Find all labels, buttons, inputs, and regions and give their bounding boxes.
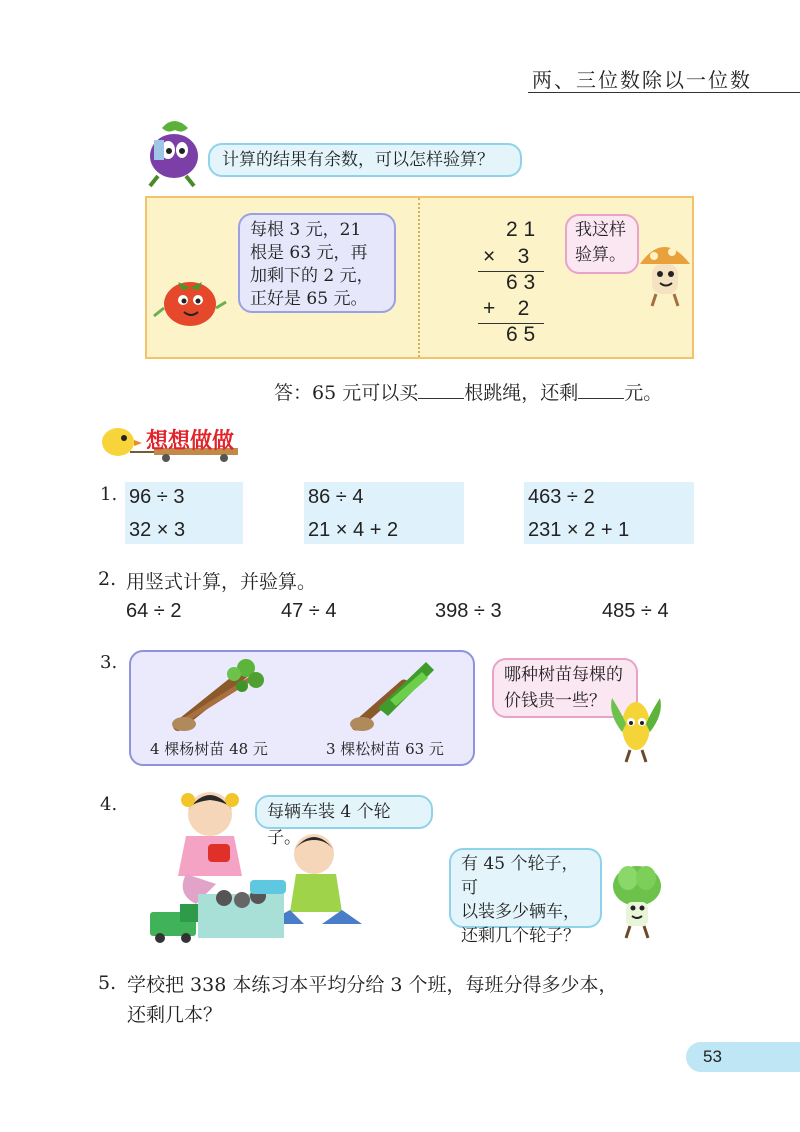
section-heading: 想想做做 (146, 429, 235, 454)
answer-middle: 根跳绳，还剩 (464, 382, 579, 404)
tree-question-line-1: 哪种树苗每棵的 (504, 665, 623, 685)
tomato-bubble-line-4: 正好是 65 元。 (250, 289, 368, 309)
q4-number: 4. (100, 794, 118, 815)
mushroom-bubble-line-1: 我这样 (575, 220, 626, 240)
vertical-digits-1: 2 1 (506, 218, 536, 241)
vertical-digits-3: 6 3 (506, 271, 536, 294)
wheels-question-line-2: 以装多少辆车， (461, 902, 580, 922)
q2-text: 用竖式计算，并验算。 (126, 571, 317, 593)
check-prompt-bubble (208, 143, 522, 177)
vertical-digits-4: 2 (506, 297, 530, 320)
wheels-question-line-1: 有 45 个轮子，可 (461, 854, 579, 898)
cabbage-character-icon (604, 862, 670, 942)
tomato-bubble (238, 213, 396, 313)
corn-character-icon (604, 692, 666, 764)
q1-box-2-line-2: 21 × 4 + 2 (308, 519, 399, 541)
mushroom-bubble-line-2: 验算。 (575, 245, 626, 265)
page-number: 53 (703, 1047, 722, 1066)
q2-item-2: 47 ÷ 4 (281, 600, 337, 622)
wheels-per-car-text: 每辆车装 4 个轮子。 (267, 802, 391, 848)
q1-box-1 (125, 482, 243, 544)
q1-box-3-line-2: 231 × 2 + 1 (528, 519, 630, 541)
mushroom-bubble (565, 214, 639, 274)
pine-caption: 3 棵松树苗 63 元 (326, 740, 444, 758)
q2-item-1: 64 ÷ 2 (126, 600, 182, 622)
q1-box-2 (304, 482, 464, 544)
tomato-bubble-line-3: 加剩下的 2 元， (250, 266, 374, 286)
q1-box-1-line-2: 32 × 3 (129, 519, 186, 541)
answer-line (274, 378, 662, 405)
q1-box-3 (524, 482, 694, 544)
q5-line-2: 还剩几本？ (127, 1004, 223, 1026)
wheels-per-car-bubble (255, 795, 433, 848)
tomato-bubble-line-2: 根是 63 元，再 (250, 243, 368, 263)
q1-box-3-line-1: 463 ÷ 2 (528, 486, 595, 508)
wheels-question-line-3: 还剩几个轮子？ (461, 926, 580, 946)
tomato-character-icon (150, 268, 230, 334)
q5-number: 5. (98, 972, 117, 994)
eggplant-character-icon (140, 112, 210, 190)
q5-line-1: 学校把 338 本练习本平均分给 3 个班，每班分得多少本， (127, 974, 618, 996)
vertical-digits-2: 3 (506, 245, 530, 268)
check-prompt-text: 计算的结果有余数，可以怎样验算？ (222, 150, 494, 170)
chapter-title: 两、三位数除以一位数 (532, 68, 752, 92)
answer-prefix: 答：65 元可以买 (274, 382, 419, 404)
tomato-bubble-line-1: 每根 3 元，21 (250, 220, 362, 240)
tree-question-line-2: 价钱贵一些？ (504, 691, 606, 711)
q1-box-1-line-1: 96 ÷ 3 (129, 486, 185, 508)
answer-blank-count[interactable] (418, 380, 464, 399)
wheels-question-bubble (449, 848, 602, 946)
mushroom-character-icon (636, 236, 694, 308)
vertical-op-2: × (483, 245, 496, 268)
poplar-seedlings-icon (168, 656, 268, 734)
poplar-caption: 4 棵杨树苗 48 元 (150, 740, 268, 758)
q2-number: 2. (98, 568, 117, 590)
header-rule (528, 92, 800, 93)
q3-number: 3. (100, 652, 118, 673)
q1-number: 1. (100, 484, 118, 505)
q2-item-4: 485 ÷ 4 (602, 600, 669, 622)
pine-seedlings-icon (342, 656, 442, 734)
vertical-digits-5: 6 5 (506, 323, 536, 346)
q2-item-3: 398 ÷ 3 (435, 600, 502, 622)
answer-blank-remainder[interactable] (578, 380, 624, 399)
q1-box-2-line-1: 86 ÷ 4 (308, 486, 364, 508)
answer-suffix: 元。 (624, 382, 663, 404)
vertical-op-4: + (483, 297, 496, 320)
example-divider (418, 198, 420, 357)
